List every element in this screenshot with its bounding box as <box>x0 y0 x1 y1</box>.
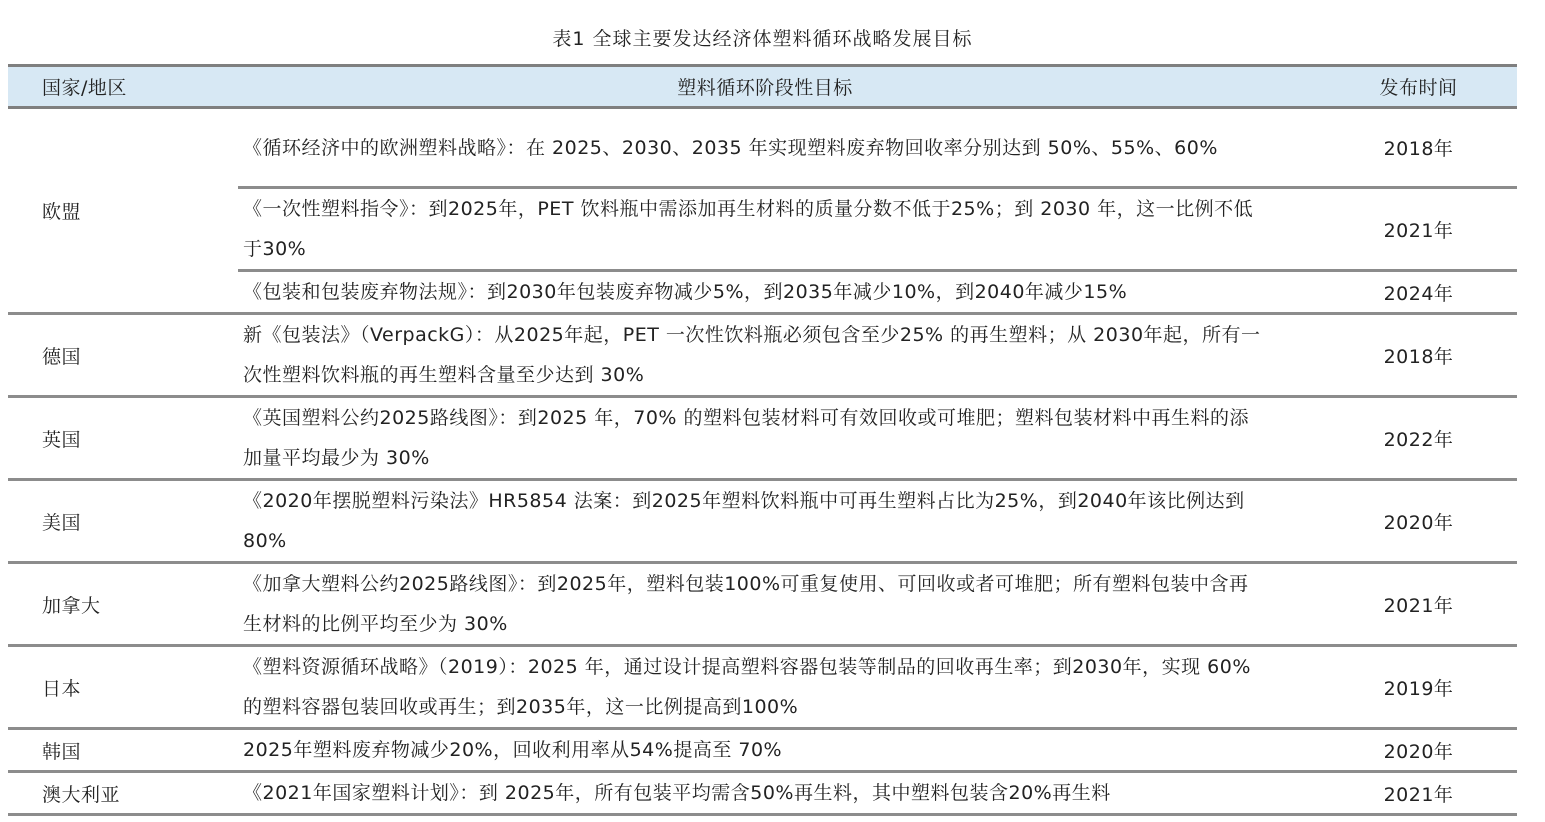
goal-cell: 《英国塑料公约2025路线图》：到2025 年，70% 的塑料包装材料可有效回收或可堆肥；塑料包装材料中再生料的添加量平均最少为 30% <box>238 397 1292 480</box>
table-caption: 表1 全球主要发达经济体塑料循环战略发展目标 <box>552 28 973 50</box>
date-cell: 2018年 <box>1292 314 1517 397</box>
header-date: 发布时间 <box>1379 77 1458 99</box>
date-cell: 2019年 <box>1292 646 1517 729</box>
region-cell: 英国 <box>8 397 238 480</box>
goal-cell: 《包装和包装废弃物法规》：到2030年包装废弃物减少5%，到2035年减少10%，到2040年减少15% <box>238 271 1292 314</box>
table-row <box>8 108 1517 188</box>
header-goal: 塑料循环阶段性目标 <box>677 77 853 99</box>
region-cell: 德国 <box>8 314 238 397</box>
goal-cell: 《2020年摆脱塑料污染法》HR5854 法案：到2025年塑料饮料瓶中可再生塑料占比为25%，到2040年该比例达到80% <box>238 480 1292 563</box>
goal-cell: 《循环经济中的欧洲塑料战略》：在 2025、2030、2035 年实现塑料废弃物回收率分别达到 50%、55%、60% <box>238 108 1292 188</box>
goal-cell: 《2021年国家塑料计划》：到 2025年，所有包装平均需含50%再生料，其中塑料包装含20%再生料 <box>238 772 1292 815</box>
date-cell: 2020年 <box>1292 480 1517 563</box>
table-header-row <box>8 66 1517 108</box>
date-cell: 2018年 <box>1292 108 1517 188</box>
table-row <box>8 729 1517 772</box>
table-row <box>8 314 1517 397</box>
goal-cell: 《塑料资源循环战略》（2019）：2025 年，通过设计提高塑料容器包装等制品的回收再生率；到2030年，实现 60% 的塑料容器包装回收或再生；到2035年，这一比例提高到100% <box>238 646 1292 729</box>
table-row <box>8 772 1517 815</box>
table-row <box>8 397 1517 480</box>
date-cell: 2021年 <box>1292 772 1517 815</box>
header-region: 国家/地区 <box>42 77 127 99</box>
region-cell: 澳大利亚 <box>8 772 238 815</box>
date-cell: 2022年 <box>1292 397 1517 480</box>
goal-cell: 新《包装法》（VerpackG）：从2025年起，PET 一次性饮料瓶必须包含至少25% 的再生塑料；从 2030年起，所有一次性塑料饮料瓶的再生塑料含量至少达到 30% <box>238 314 1292 397</box>
table-row <box>8 646 1517 729</box>
region-cell: 欧盟 <box>8 108 238 314</box>
date-cell: 2021年 <box>1292 563 1517 646</box>
region-cell: 美国 <box>8 480 238 563</box>
date-cell: 2021年 <box>1292 188 1517 271</box>
goal-cell: 2025年塑料废弃物减少20%，回收利用率从54%提高至 70% <box>238 729 1292 772</box>
goal-cell: 《一次性塑料指令》：到2025年，PET 饮料瓶中需添加再生材料的质量分数不低于25%；到 2030 年，这一比例不低于30% <box>238 188 1292 271</box>
date-cell: 2024年 <box>1292 271 1517 314</box>
table-row <box>8 480 1517 563</box>
region-cell: 日本 <box>8 646 238 729</box>
goal-cell: 《加拿大塑料公约2025路线图》：到2025年，塑料包装100%可重复使用、可回收或者可堆肥；所有塑料包装中含再生材料的比例平均至少为 30% <box>238 563 1292 646</box>
region-cell: 加拿大 <box>8 563 238 646</box>
region-cell: 韩国 <box>8 729 238 772</box>
table-row <box>8 563 1517 646</box>
policy-table <box>8 64 1517 816</box>
date-cell: 2020年 <box>1292 729 1517 772</box>
